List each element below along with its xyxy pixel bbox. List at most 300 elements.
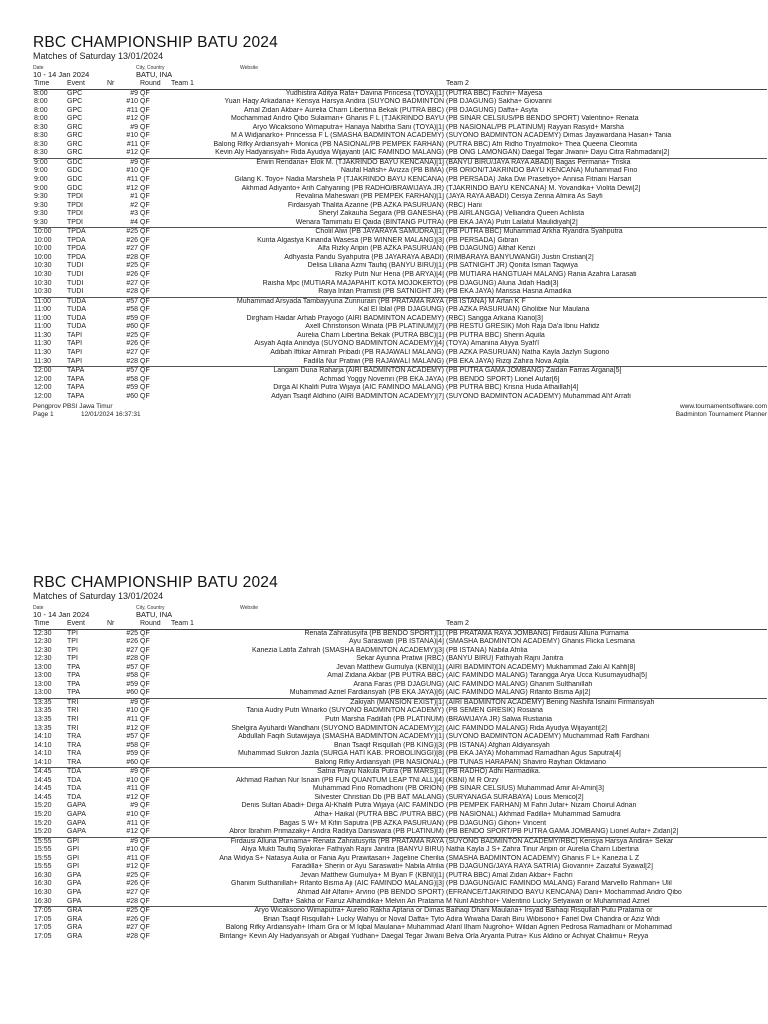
team2-cell: (PB ISTANA) Nabila Afrilia [446,646,528,654]
match-round: QF [140,193,150,201]
match-round: QF [140,750,150,758]
match-time: 13:00 [34,663,52,671]
team2-cell: (AIC FAMINDO MALANG) Rida Ayudya Wijayanti[2] [446,724,607,732]
match-row [33,332,767,341]
match-round: QF [140,210,150,218]
match-round: QF [140,854,150,862]
match-event: GRC [67,149,83,157]
match-time: 12:30 [34,646,52,654]
match-row [33,725,767,734]
team1-cell: Brian Tsaqif Risqullah (PB KING)[3] [334,741,444,749]
match-round: QF [140,646,150,654]
match-number: #28 [126,357,138,365]
match-number: #57 [126,733,138,741]
match-row [33,716,767,725]
match-round: QF [140,793,150,801]
match-number: #12 [126,724,138,732]
match-number: #59 [126,314,138,322]
match-event: TPI [67,655,78,663]
team2-cell: (PB MUTIARA HANGTUAH MALANG) Rania Azahra Larasati [446,271,637,279]
match-number: #12 [126,115,138,123]
team1-cell: Rizky Putri Nur Hena (PB ARYA)[4] [334,271,444,279]
match-row [33,280,767,289]
match-row [33,733,767,742]
match-event: TPI [67,638,78,646]
team2-cell: (TJAKRINDO BAYU KENCANA) M. Yovandika+ Violita Dewi[2] [446,184,641,192]
match-number: #12 [126,863,138,871]
match-row [33,158,767,167]
date-value: 10 - 14 Jan 2024 [33,610,90,619]
match-event: TUDA [67,314,87,322]
team1-cell: Axell Christonson Winata (PB PLATINUM)[7] [305,323,444,331]
team1-cell: Balong Rifky Ardiansyah+ Irham Gra or M Iqbal Maulana+ Muhammad [225,924,444,932]
match-event: GDC [67,176,83,184]
team2-cell: (PB DJAGUNG) Aluna Jidah Hadi[3] [446,279,559,287]
team2-cell: (SMASHA BADMINTON ACADEMY) Ghanis Flicka Lesmana [446,638,635,646]
match-time: 10:00 [34,253,52,261]
page-footer [33,403,767,419]
team2-cell: Natha Kayla J S+ Zahra Tinur Aripin or Aurelia Charn Libertina [446,846,639,854]
team2-cell: (PB AIRLANGGA) Velliandra Queen Achlista [446,210,585,218]
team1-cell: Jevan Matthew Gumulya+ M Byan F (KBNI)[1] [300,871,444,879]
match-row [33,98,767,107]
match-event: GRC [67,140,83,148]
match-time: 10:00 [34,245,52,253]
match-round: QF [140,880,150,888]
match-number: #28 [126,932,138,940]
match-row [33,323,767,332]
match-event: TPDA [67,236,86,244]
city-value: BATU, INA [136,70,173,79]
match-number: #26 [126,915,138,923]
team1-cell: Amal Zidan Akbar+ Aurelia Charn Libertina Bekak (PUTRA BBC) [243,106,444,114]
match-row [33,340,767,349]
match-number: #26 [126,340,138,348]
match-event: TRA [67,750,81,758]
team2-cell: (PB BENDO SPORT) Lionel Aufar[6] [446,375,560,383]
team1-cell: Akhmad Adiyanto+ Arih Cahyaning (PB RADHO/BRAWIJAYA JR) [241,184,444,192]
match-round: QF [140,638,150,646]
team1-cell: Kevin Aly Hadyansyah+ Rida Ayudya Wijayanti (AIC FAMINDO MALANG) [215,149,444,157]
team2-cell: (PB PERSADA) Jaka Dwi Prasetiyo+ Annisa Fitriani Harsari [446,176,632,184]
match-time: 12:00 [34,375,52,383]
match-event: GPI [67,863,80,871]
team1-cell: Adyan Tsaqif Aldhino (AIRI BADMINTON ACADEMY)[7] [271,392,444,400]
team2-cell: (SMASHA BADMINTON ACADEMY) Ghanis F L+ Kanezia L Z [446,854,640,862]
team2-cell: (PUTRA BBC) Amal Zidan Akbar+ Fachri [446,871,573,879]
match-number: #27 [126,888,138,896]
match-row [33,115,767,124]
match-number: #12 [126,793,138,801]
team1-cell: Delisa Liliana Azmi Taufiq (BANYU BIRU)[1] [307,262,444,270]
match-time: 10:30 [34,288,52,296]
team2-cell: (SURYANAGA SURABAYA) Louis Menico[2] [446,793,584,801]
match-row [33,872,767,881]
match-round: QF [140,802,150,810]
match-event: TDA [67,793,81,801]
team1-cell: Dirga Al Khalifi Putra Wijaya (AIC FAMINDO MALANG) [273,384,444,392]
match-event: TDA [67,776,81,784]
city-value: BATU, INA [136,610,173,619]
match-time: 9:00 [34,184,48,192]
match-number: #11 [126,106,138,114]
team2-cell: (AIC FAMINDO MALANG) Rifanto Bisma Aji[2] [446,689,591,697]
match-event: TRA [67,758,81,766]
match-number: #10 [126,132,138,140]
match-time: 9:00 [34,167,48,175]
match-row [33,863,767,872]
team2-cell: (TOYA) Amanina Aliyya Syafi'l [446,340,539,348]
match-event: TUDA [67,323,87,331]
match-time: 17:05 [34,924,52,932]
match-event: TPDA [67,245,86,253]
match-event: GAPA [67,811,86,819]
match-event: TPA [67,680,81,688]
match-event: TAPI [67,340,83,348]
match-round: QF [140,348,150,356]
team2-cell: (SUYONO BADMINTON ACADEMY) Dimas Jayawardana Hasan+ Tania [446,132,672,140]
team1-cell: Jevan Matthew Gumulya (KBNI)[1] [336,663,444,671]
match-round: QF [140,863,150,871]
team1-cell: Aryo Wicaksono Wimaputra+ Hanaya Nabitha Sani (TOYA)[1] [252,123,444,131]
team1-cell: Denis Sultan Abadi+ Dirga Al-Khalifi Putra Wijaya (AIC FAMINDO [241,802,444,810]
team1-cell: Ahmad Alif Alfani+ Arvino (PB BENDO SPORT) [297,888,444,896]
header-team1: Team 1 [170,80,445,89]
match-time: 10:30 [34,262,52,270]
match-row [33,916,767,925]
match-round: QF [140,716,150,724]
match-row [33,315,767,324]
match-round: QF [140,218,150,226]
match-row [33,750,767,759]
match-row [33,245,767,254]
team1-cell: Alfa Rizky Aripin (PB AZKA PASURUAN) [317,245,444,253]
match-number: #26 [126,271,138,279]
team2-cell: (PUTRA BBC) Afri Ridho Triyatmoko+ Thea Queena Cleomita [446,140,638,148]
match-number: #9 [130,802,138,810]
match-time: 11:30 [34,331,51,339]
match-round: QF [140,819,150,827]
match-event: TUDI [67,288,84,296]
schedule-page-1 [33,34,767,419]
match-round: QF [140,785,150,793]
match-time: 16:30 [34,888,52,896]
match-row [33,228,767,237]
team2-cell: (AIRI BADMINTON ACADEMY) Mukhammad Zaki Al Kahfi[8] [446,663,636,671]
team2-cell: (PB SINAR CELSIUS/PB BENDO SPORT) Valentino+ Renata [446,115,639,123]
match-number: #59 [126,384,138,392]
match-round: QF [140,279,150,287]
match-row [33,167,767,176]
team1-cell: Balong Rifky Ardiansyah (PB NASIONAL) [314,758,444,766]
match-time: 9:00 [33,158,66,167]
match-number: #59 [126,750,138,758]
team2-cell: (SUYONO BADMINTON ACADEMY) Muhammad Al'if Arrafi [446,392,631,400]
match-event: GAPA [67,802,86,810]
match-time: 15:20 [34,828,52,836]
match-event: TPA [67,689,81,697]
team1-cell: Arana Faras (PB DJAGUNG) [353,680,444,688]
match-row [33,777,767,786]
match-round: QF [140,271,150,279]
match-event: GRA [66,907,106,916]
match-number: #12 [126,149,138,157]
team2-cell: (PB PUTRA BBC) Krisna Huda Athaillah[4] [446,384,579,392]
team2-cell: (PB ONG LAMONGAN) Daegal Tegar Jiwani+ Dayu Citra Rahmadani[2] [446,149,670,157]
match-time: 14:45 [33,768,66,777]
match-round: QF [140,924,150,932]
team1-cell: Aliya Mukti Taufiq Syakira+ Fathiyah Rajni Janitra (BANYU BIRU) [241,846,444,854]
match-event: TRI [67,707,79,715]
match-number: #9 [106,158,139,167]
website-label: Website [240,65,258,71]
match-number: #10 [126,776,138,784]
date-label: Date [33,65,44,71]
team2-cell: M Nuril Abshhor+ Valentino Lucky Setyawan or Muhammad Azriel [446,897,650,905]
team1-cell: Aryo Wicaksono Wimaputra+ Aurelio Rakha Aptana or Dimas [170,907,445,916]
team2-cell: (BANYU BIRU/JAYA RAYA ABADI) Bagas Permana+ Triska [445,158,767,167]
match-number: #9 [106,837,139,846]
match-event: TPDI [67,218,83,226]
team1-cell: Muhammad Arsyada Tambayyuna Zunnurain (PB PRATAMA RAYA [170,297,445,306]
team1-cell: Kanezia Latifa Zahrah (SMASHA BADMINTON ACADEMY)[3] [251,646,444,654]
team1-cell: Firdausi Alluna Purnama+ Renata Zahratusyifa (PB PRATAMA RAYA [170,837,445,846]
match-time: 8:00 [34,115,48,123]
match-time: 11:30 [34,340,51,348]
match-event: GPA [67,897,82,905]
match-number: #28 [126,288,138,296]
schedule-page-2 [33,574,767,941]
team2-cell: (PB EKA JAYA) Marissa Hasna Amadika [446,288,572,296]
match-event: TRI [67,716,79,724]
match-number: #11 [126,140,138,148]
match-rows [33,89,767,401]
team1-cell: Kal El Iblal (PB DJAGUNG) [358,306,444,314]
match-number: #9 [106,768,139,777]
match-event: TPA [67,663,81,671]
match-time: 15:20 [34,802,52,810]
match-round: QF [140,288,150,296]
team1-cell: Sheryl Zakauha Segara (PB GANESHA) [318,210,444,218]
team2-cell: (EFRANCE/TJAKRINDO BAYU KENCANA) Dani+ Mochammad Andro Qibo [446,888,682,896]
match-event: TRA [67,733,81,741]
match-number: #27 [126,646,138,654]
match-round: QF [140,314,150,322]
match-row [33,367,767,376]
match-row [33,794,767,803]
team2-cell: (PUTRA BBC) Fachri+ Mayesa [446,89,543,97]
team1-cell: Raisha Mpc (MUTIARA MAJAPAHIT KOTA MOJOKERTO) [262,279,444,287]
match-event: TDA [67,785,81,793]
match-number: #9 [130,123,138,131]
match-number: #57 [106,367,139,376]
match-round: QF [140,384,150,392]
match-number: #1 [130,193,138,201]
match-row [33,846,767,855]
footer-org: Pengprov PBSI Jawa Timur [33,403,113,411]
team1-cell: Sekar Ayunna Pratiwi (RBC) [356,655,444,663]
match-time: 15:55 [33,837,66,846]
match-row [33,149,767,158]
match-round: QF [139,768,170,777]
page-title: RBC CHAMPIONSHIP BATU 2024 [33,574,278,591]
match-round: QF [139,367,170,376]
team2-cell: (PB PUTRA BBC) Muhammad Arkha Ryandra Syahputra [445,228,767,237]
match-time: 8:30 [34,140,48,148]
team1-cell: Silvester Christian Db (PB BAT MALANG) [314,793,444,801]
team2-cell: (PB ISTANA) Afghan Aldiyansyah [446,741,550,749]
team2-cell: (PB DJAGUNG/JAYA RAYA SATRIA) Giovanni+ Zaizaful Syawal[2] [446,863,653,871]
header-time: Time [33,80,66,89]
match-row [33,907,767,916]
date-value: 10 - 14 Jan 2024 [33,70,90,79]
match-event: TPA [67,672,81,680]
team1-cell: Tania Audry Putri Winarko (SUYONO BADMINTON ACADEMY) [246,707,444,715]
match-time: 15:55 [34,846,52,854]
team1-cell: Mochammad Andro Qibo Sulaiman+ Ghanis F L (TJAKRINDO BAYU [231,115,444,123]
match-time: 8:30 [34,149,48,157]
team1-cell: Revalina Maheswari (PB PEMPEK FARHAN)[1] [295,193,444,201]
match-time: 13:35 [34,716,52,724]
match-time: 13:00 [34,680,52,688]
match-event: GDC [67,167,83,175]
match-row [33,288,767,297]
match-row [33,689,767,698]
match-time: 16:30 [34,880,52,888]
match-event: GRA [67,915,83,923]
match-row [33,141,767,150]
match-number: #10 [126,846,138,854]
team1-cell: Renata Zahratusyifa (PB BENDO SPORT)[1] [304,629,444,637]
match-round: QF [140,115,150,123]
match-number: #60 [126,392,138,400]
match-round: QF [140,98,150,106]
match-round: QF [140,340,150,348]
match-row [33,89,767,98]
match-row [33,802,767,811]
match-row [33,237,767,246]
match-number: #27 [126,279,138,287]
team1-cell: Adibah Iftikar Almirah Pribadi (PB RAJAWALI MALANG) [270,348,444,356]
match-time: 11:30 [34,348,51,356]
match-time: 16:30 [34,871,52,879]
match-event: TAPA [67,384,85,392]
match-row [33,707,767,716]
team2-cell: (PB EKA JAYA) Mohammad Ramadhan Agus Saputra[4] [446,750,621,758]
team1-cell: Abdullah Faqih Sutawijaya (SMASHA BADMINTON ACADEMY)[1] [237,733,444,741]
match-event: GAPA [67,828,86,836]
match-event: TAPA [66,367,106,376]
match-time: 14:10 [34,750,52,758]
match-round: QF [140,888,150,896]
match-row [33,376,767,385]
match-number: #10 [126,167,138,175]
match-number: #25 [126,629,138,637]
match-time: 17:05 [33,907,66,916]
match-event: GPC [67,89,83,97]
team2-cell: (PB BENDO SPORT/PB PUTRA GAMA JOMBANG) Lionel Aufar+ Zidan[2] [446,828,679,836]
team2-cell: (PB AZKA PASURUAN) Gholibie Nur Maulana [446,306,590,314]
team2-cell: Baihaqi Dhani Maulana+ Irsyad Baihaqi Risqullah Putu Pratama or [445,907,767,916]
match-row [33,837,767,846]
match-round: QF [139,698,170,707]
team1-cell: Dirgham Haidar Arhab Prayogo (AIRI BADMINTON ACADEMY) [246,314,444,322]
team1-cell: Adhyasta Pandu Syahputra (PB JAYARAYA ABADI) [284,253,444,261]
team2-cell: (PB PEMPEK FARHAN) M Fahri Jufar+ Nizam Choirul Adnan [446,802,637,810]
match-event: GRA [67,924,83,932]
match-time: 17:05 [34,932,52,940]
match-number: #57 [106,297,139,306]
match-number: #10 [126,707,138,715]
match-round: QF [140,680,150,688]
team2-cell: (PB PERSADA) Gibran [446,236,519,244]
team1-cell: Akhmad Raihan Nur Isnain (PB FUN QUANTUM LEAP TNI ALL)[4] [236,776,444,784]
match-event: GPC [67,115,83,123]
match-round: QF [140,724,150,732]
match-event: GPI [67,854,80,862]
team1-cell: Aurelia Charn Libertina Bekak (PUTRA BBC)[1] [296,331,444,339]
match-round: QF [140,323,150,331]
match-round: QF [140,733,150,741]
match-row [33,664,767,673]
match-number: #11 [126,716,138,724]
match-row [33,828,767,837]
match-row [33,785,767,794]
team2-cell: (PB DJAGUNG) Althaf Kenzi [446,245,536,253]
match-event: GRC [67,132,83,140]
team2-cell: Belva Orla Aryanta Putra+ Kus Aldino or Achiyat Chalimu+ Reyya [446,932,649,940]
match-time: 17:05 [34,915,52,923]
team1-cell: Ana Widya S+ Natasya Aulia or Fania Ayu Prawitasari+ Jageline Cherilia [219,854,444,862]
match-row [33,107,767,116]
match-event: TAPA [67,375,85,383]
match-event: TUDI [67,279,84,287]
match-round: QF [140,253,150,261]
match-round: QF [140,776,150,784]
match-event: TPDA [66,228,106,237]
team2-cell: (AIC FAMINDO MALANG) Ghanim Sulthanillah [446,680,593,688]
match-row [33,393,767,402]
match-number: #9 [106,698,139,707]
match-event: GPA [67,880,82,888]
match-row [33,202,767,211]
team1-cell: Putri Marsha Fadillah (PB PLATINUM) [325,716,444,724]
match-round: QF [140,167,150,175]
match-number: #11 [126,785,138,793]
match-event: TPDI [67,210,83,218]
team1-cell: Daffa+ Sakha or Fairuz Alhamdika+ Melvin Ari Pratama [272,897,444,905]
match-round: QF [140,123,150,131]
match-round: QF [140,262,150,270]
match-time: 12:30 [34,638,52,646]
team2-cell: (PB EKA JAYA) Rizqi Zahira Nova Aqila [446,357,569,365]
match-event: TAPI [67,331,83,339]
match-row [33,698,767,707]
match-row [33,889,767,898]
team2-cell: (PB NASIONAL/PB PLATINUM) Rayyan Rasyid+ Marsha [446,123,624,131]
team2-cell: (BRAWIJAYA JR) Salwa Rustiania [446,716,553,724]
match-row [33,655,767,664]
match-round: QF [140,846,150,854]
match-number: #58 [126,672,138,680]
match-event: GPC [67,98,83,106]
team2-cell: (PB RADHO) Adhi Harmadika. [445,768,767,777]
match-number: #27 [126,924,138,932]
team2-cell: (PB SINAR CELSIUS) Muhammad Amir Al-Amin[3] [446,785,604,793]
match-number: #60 [126,689,138,697]
match-event: GPA [67,871,82,879]
match-row [33,742,767,751]
